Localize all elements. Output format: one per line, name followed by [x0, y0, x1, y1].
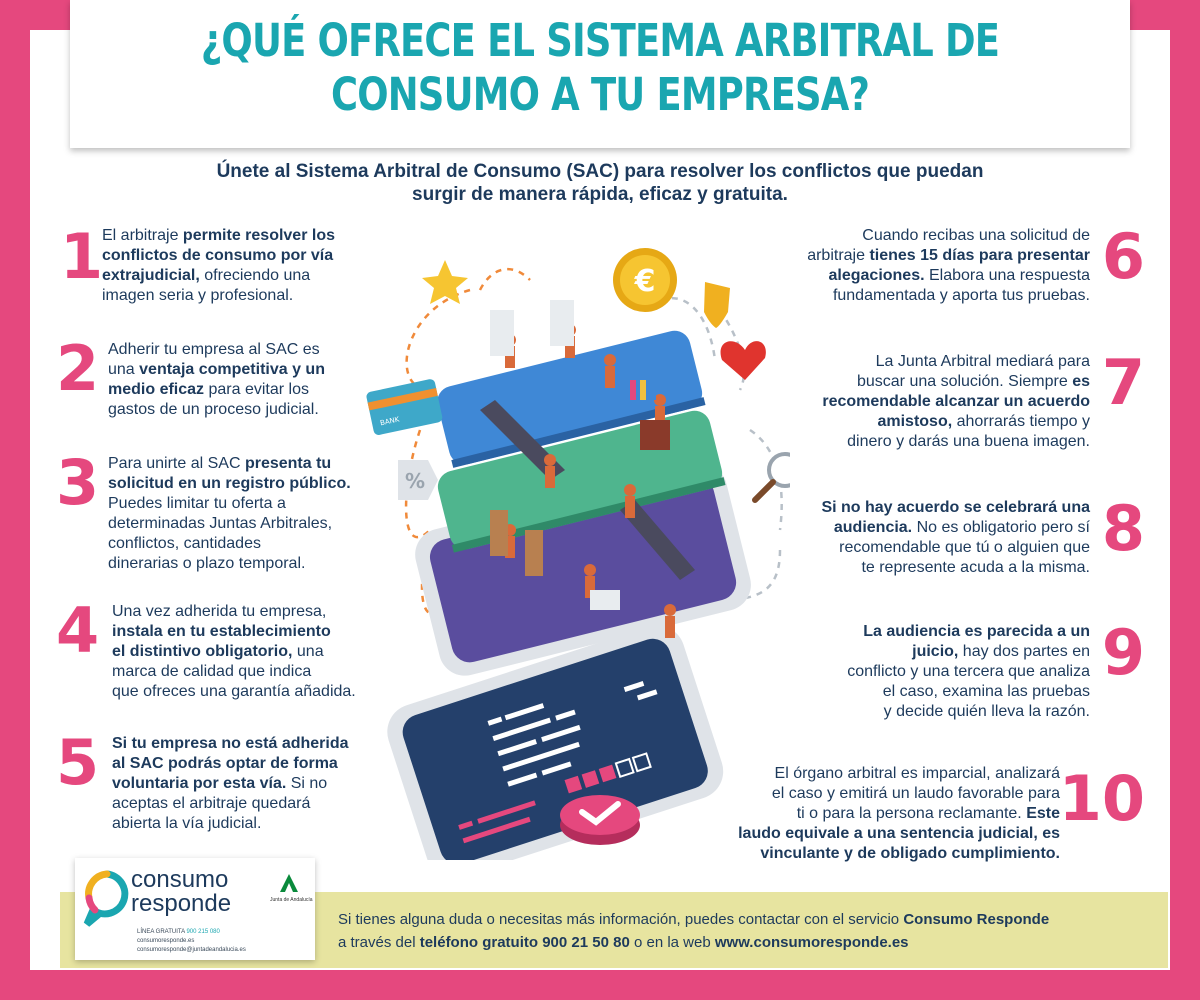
- point-segment: Cuando recibas una solicitud de: [862, 227, 1090, 244]
- point-line: [760, 352, 1090, 372]
- title-line-2: CONSUMO A TU EMPRESA?: [330, 68, 870, 121]
- point-segment: conflictos, cantidades: [108, 535, 261, 552]
- point-segment: ahorrarás tiempo y: [952, 413, 1090, 430]
- point-text: [760, 352, 1090, 452]
- subtitle: [100, 160, 1100, 206]
- point-segment: dinerarias o plazo temporal.: [108, 555, 306, 572]
- point-number: 4: [56, 594, 100, 667]
- logo-word-consumo: consumo: [131, 866, 229, 893]
- point-segment: que ofreces una garantía añadida.: [112, 683, 356, 700]
- point-segment: hay dos partes en: [958, 643, 1090, 660]
- point-emphasis: Si tu empresa no está adherida: [112, 735, 349, 752]
- footer-text-part: o en la web: [629, 934, 715, 951]
- point-segment: para evitar los: [204, 381, 309, 398]
- consumo-responde-logo-card: [75, 858, 315, 960]
- point-emphasis: medio eficaz: [108, 381, 205, 398]
- svg-text:BANK: BANK: [379, 415, 401, 428]
- point-emphasis: es: [1072, 373, 1090, 390]
- point-line: [102, 286, 402, 306]
- title-banner: [70, 0, 1130, 148]
- point-line: [760, 702, 1090, 722]
- subtitle-line-2: surgir de manera rápida, eficaz y gratuita.: [412, 184, 788, 205]
- point-segment: La Junta Arbitral mediará para: [875, 353, 1090, 370]
- point-segment: recomendable que tú o alguien que: [839, 539, 1090, 556]
- point-line: [760, 286, 1090, 306]
- point-emphasis: ventaja competitiva y un: [139, 361, 325, 378]
- logo-phone-line: [137, 928, 220, 936]
- point-segment: No es obligatorio pero sí: [912, 519, 1090, 536]
- point-emphasis: Si no hay acuerdo se celebrará una: [821, 499, 1090, 516]
- point-line: [760, 642, 1090, 662]
- point-segment: Adherir tu empresa al SAC es: [108, 341, 320, 358]
- point-segment: Puedes limitar tu oferta a: [108, 495, 286, 512]
- point-segment: gastos de un proceso judicial.: [108, 401, 319, 418]
- footer-text-part: a través del: [338, 934, 420, 951]
- point-line: [760, 372, 1090, 392]
- point-line: [760, 538, 1090, 558]
- point-emphasis: recomendable alcanzar un acuerdo: [822, 393, 1090, 410]
- point-segment: Elabora una respuesta: [924, 267, 1090, 284]
- point-segment: El órgano arbitral es imparcial, analizará: [774, 765, 1060, 782]
- point-number: 3: [56, 446, 100, 519]
- subtitle-line-1: Únete al Sistema Arbitral de Consumo (SAC) para resolver los conflictos que puedan: [216, 161, 984, 182]
- point-number: 7: [1101, 346, 1145, 419]
- point-segment: te represente acuda a la misma.: [861, 559, 1090, 576]
- point-emphasis: amistoso,: [877, 413, 953, 430]
- point-segment: una: [292, 643, 324, 660]
- junta-andalucia-emblem-icon: [278, 872, 300, 894]
- point-emphasis: permite resolver los: [182, 227, 335, 244]
- title-line-1: ¿QUÉ OFRECE EL SISTEMA ARBITRAL DE: [200, 14, 1000, 67]
- logo-web: consumoresponde.es: [137, 938, 195, 944]
- logo-word-responde: responde: [131, 890, 232, 917]
- shopping-center-illustration: [360, 230, 790, 860]
- point-emphasis: presenta tu: [244, 455, 332, 472]
- point-segment: aceptas el arbitraje quedará: [112, 795, 311, 812]
- point-number: 9: [1101, 616, 1145, 689]
- point-emphasis: instala en tu establecimiento: [112, 623, 331, 640]
- point-emphasis: conflictos de consumo por vía: [102, 247, 334, 264]
- point-line: [760, 392, 1090, 412]
- footer-text: [338, 908, 1168, 954]
- point-segment: ofreciendo una: [199, 267, 311, 284]
- point-number: 5: [56, 726, 100, 799]
- junta-label: Junta de Andalucía: [270, 897, 313, 903]
- point-line: [760, 246, 1090, 266]
- point-number: 10: [1058, 762, 1145, 835]
- point-emphasis: alegaciones.: [828, 267, 925, 284]
- point-segment: imagen seria y profesional.: [102, 287, 294, 304]
- point-line: [760, 558, 1090, 578]
- point-line: [760, 682, 1090, 702]
- point-segment: fundamentada y aporta tus pruebas.: [832, 287, 1090, 304]
- speech-bubble-logo-icon: [81, 868, 133, 930]
- star-icon: [422, 260, 468, 304]
- point-number: 1: [60, 220, 104, 293]
- point-segment: una: [108, 361, 140, 378]
- point-number: 2: [56, 332, 100, 405]
- point-text: [760, 622, 1090, 722]
- point-segment: el caso y emitirá un laudo favorable para: [771, 785, 1060, 802]
- point-line: [102, 246, 402, 266]
- point-emphasis: voluntaria por esta vía.: [112, 775, 287, 792]
- point-line: [760, 412, 1090, 432]
- point-line: [760, 226, 1090, 246]
- point-segment: el caso, examina las pruebas: [882, 683, 1090, 700]
- line-label: LÍNEA GRATUITA: [137, 929, 185, 935]
- point-emphasis: solicitud en un registro público.: [108, 475, 351, 492]
- svg-text:€: €: [634, 264, 656, 299]
- point-segment: Si no: [286, 775, 328, 792]
- point-line: [760, 498, 1090, 518]
- footer-text-part: Si tienes alguna duda o necesitas más información, puedes contactar con el servicio: [338, 911, 904, 928]
- point-segment: arbitraje: [807, 247, 870, 264]
- point-emphasis: juicio,: [912, 643, 959, 660]
- point-text: [102, 226, 402, 306]
- point-segment: conflicto y una tercera que analiza: [847, 663, 1090, 680]
- point-text: [760, 226, 1090, 306]
- heart-icon: [721, 341, 766, 380]
- point-emphasis: al SAC podrás optar de forma: [112, 755, 338, 772]
- point-emphasis: La audiencia es parecida a un: [863, 623, 1090, 640]
- point-segment: El arbitraje: [102, 227, 183, 244]
- point-segment: abierta la vía judicial.: [112, 815, 262, 832]
- footer-line-2: [338, 931, 1168, 954]
- point-line: [760, 432, 1090, 452]
- point-line: [760, 662, 1090, 682]
- point-emphasis: Este: [1026, 805, 1060, 822]
- point-emphasis: extrajudicial,: [102, 267, 200, 284]
- point-segment: determinadas Juntas Arbitrales,: [108, 515, 333, 532]
- line-number: 900 215 080: [186, 929, 220, 935]
- point-segment: marca de calidad que indica: [112, 663, 312, 680]
- point-segment: ti o para la persona reclamante.: [796, 805, 1027, 822]
- percent-tag-icon: [398, 460, 438, 500]
- point-line: [760, 518, 1090, 538]
- point-segment: dinero y darás una buena imagen.: [847, 433, 1090, 450]
- service-name: Consumo Responde: [903, 911, 1050, 928]
- point-emphasis: vinculante y de obligado cumplimiento.: [760, 845, 1060, 862]
- point-line: [102, 226, 402, 246]
- logo-email: consumoresponde@juntadeandalucia.es: [137, 947, 246, 953]
- svg-text:%: %: [404, 469, 426, 493]
- point-line: [760, 266, 1090, 286]
- point-number: 8: [1101, 492, 1145, 565]
- check-badge-icon: [560, 795, 640, 845]
- magnifier-icon: [755, 454, 790, 500]
- point-number: 6: [1101, 220, 1145, 293]
- phone-number: teléfono gratuito 900 21 50 80: [419, 934, 630, 951]
- point-segment: Una vez adherida tu empresa,: [112, 603, 327, 620]
- point-segment: Para unirte al SAC: [108, 455, 245, 472]
- point-emphasis: laudo equivale a una sentencia judicial, es: [738, 825, 1060, 842]
- euro-coin-icon: [613, 248, 677, 312]
- point-segment: y decide quién lleva la razón.: [883, 703, 1090, 720]
- point-emphasis: audiencia.: [833, 519, 913, 536]
- point-emphasis: tienes 15 días para presentar: [869, 247, 1090, 264]
- point-segment: buscar una solución. Siempre: [856, 373, 1073, 390]
- point-line: [760, 622, 1090, 642]
- credit-card-icon: [366, 378, 444, 436]
- website-link[interactable]: www.consumoresponde.es: [714, 934, 909, 951]
- footer-line-1: [338, 908, 1168, 931]
- point-line: [102, 266, 402, 286]
- point-text: [760, 498, 1090, 578]
- point-emphasis: el distintivo obligatorio,: [112, 643, 293, 660]
- phone-bottom: [380, 618, 730, 860]
